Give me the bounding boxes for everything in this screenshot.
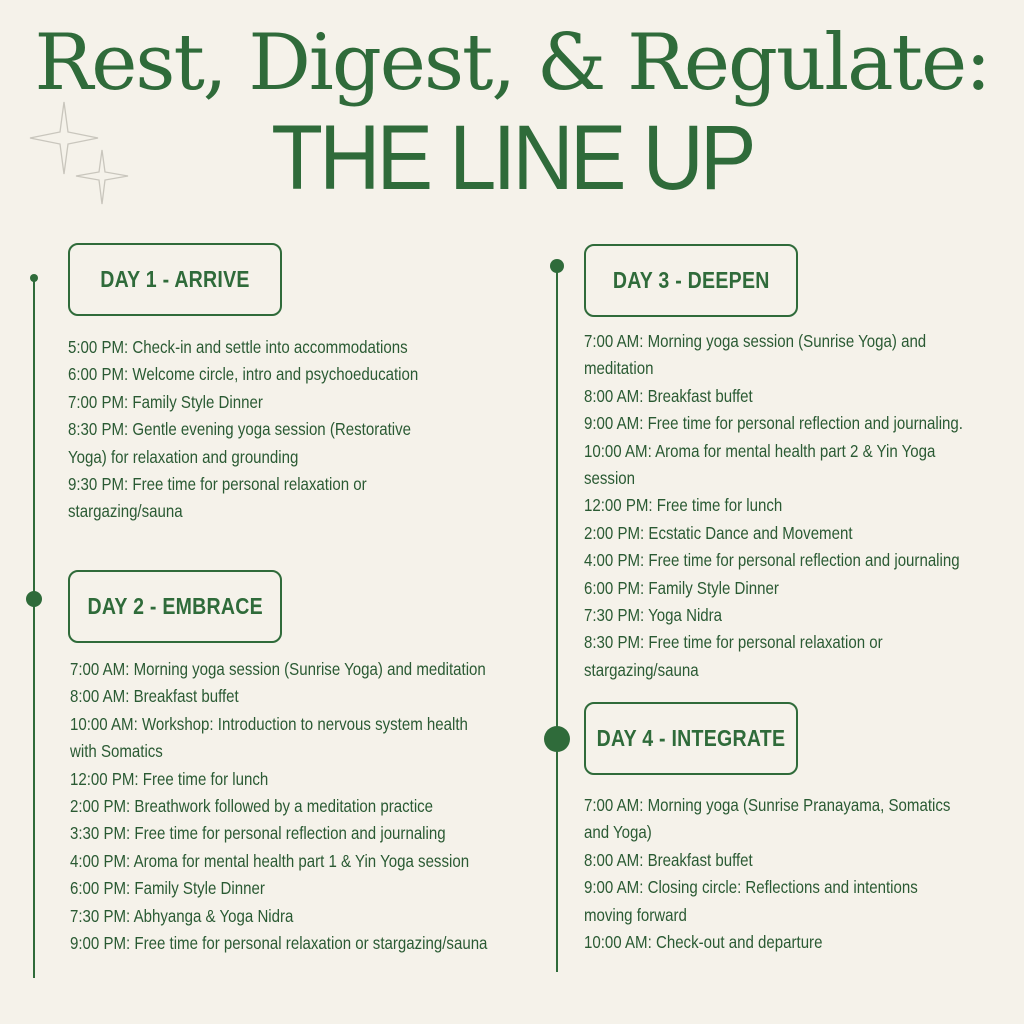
list-item: stargazing/sauna <box>584 659 699 680</box>
day-4-label: DAY 4 - INTEGRATE <box>596 725 786 751</box>
timeline-left-dot-start <box>30 274 38 282</box>
list-item: 2:00 PM: Breathwork followed by a meditation practice <box>70 796 434 817</box>
day-2-schedule <box>70 656 555 957</box>
list-item: stargazing/sauna <box>68 501 183 522</box>
list-item: Yoga) for relaxation and grounding <box>68 446 299 467</box>
list-item: 7:30 PM: Yoga Nidra <box>584 605 723 626</box>
list-item: 8:30 PM: Free time for personal relaxation or <box>584 632 883 653</box>
list-item: 7:00 AM: Morning yoga session (Sunrise Yoga) and <box>584 331 927 351</box>
list-item: 5:00 PM: Check-in and settle into accommodations <box>68 337 408 357</box>
list-item: 6:00 PM: Family Style Dinner <box>584 577 779 598</box>
list-item: 10:00 AM: Aroma for mental health part 2 & Yin Yoga <box>584 440 936 461</box>
list-item: 9:00 AM: Closing circle: Reflections and intentions <box>584 877 918 898</box>
list-item: 7:00 AM: Morning yoga (Sunrise Pranayama, Somatics <box>584 795 951 815</box>
list-item: 4:00 PM: Free time for personal reflection and journaling <box>584 550 960 571</box>
list-item: 9:00 PM: Free time for personal relaxation or stargazing/sauna <box>70 933 488 954</box>
timeline-right-line <box>556 266 558 972</box>
list-item: 7:00 AM: Morning yoga session (Sunrise Yoga) and meditation <box>70 659 486 679</box>
day-1-label: DAY 1 - ARRIVE <box>100 266 250 292</box>
list-item: 9:00 AM: Free time for personal reflection and journaling. <box>584 413 963 434</box>
day-4-schedule <box>584 792 1010 956</box>
list-item: 7:00 PM: Family Style Dinner <box>68 391 263 412</box>
list-item: 6:00 PM: Family Style Dinner <box>70 878 265 899</box>
list-item: moving forward <box>584 904 687 925</box>
list-item: 12:00 PM: Free time for lunch <box>70 768 269 789</box>
list-item: 8:00 AM: Breakfast buffet <box>584 385 753 406</box>
page-subtitle: THE LINE UP <box>271 107 753 209</box>
day-2-header <box>68 570 282 643</box>
list-item: 8:00 AM: Breakfast buffet <box>70 686 239 707</box>
list-item: 6:00 PM: Welcome circle, intro and psychoeducation <box>68 364 419 385</box>
timeline-left-line <box>33 278 35 978</box>
list-item: 8:00 AM: Breakfast buffet <box>584 849 753 870</box>
list-item: 4:00 PM: Aroma for mental health part 1 & Yin Yoga session <box>70 850 470 871</box>
list-item: 12:00 PM: Free time for lunch <box>584 495 783 516</box>
timeline-right-dot-day3 <box>550 259 564 273</box>
list-item: 10:00 AM: Check-out and departure <box>584 932 823 953</box>
list-item: 3:30 PM: Free time for personal reflection and journaling <box>70 823 446 844</box>
list-item: 9:30 PM: Free time for personal relaxation or <box>68 474 367 495</box>
list-item: 7:30 PM: Abhyanga & Yoga Nidra <box>70 905 294 926</box>
list-item: 10:00 AM: Workshop: Introduction to nervous system health <box>70 713 468 734</box>
list-item: meditation <box>584 358 654 379</box>
day-3-label: DAY 3 - DEEPEN <box>612 267 770 293</box>
day-3-schedule <box>584 328 1024 684</box>
day-1-schedule <box>68 334 475 526</box>
list-item: and Yoga) <box>584 822 652 843</box>
timeline-left-dot-day2 <box>26 591 42 607</box>
list-item: 2:00 PM: Ecstatic Dance and Movement <box>584 522 853 543</box>
list-item: 8:30 PM: Gentle evening yoga session (Restorative <box>68 419 411 440</box>
day-4-header <box>584 702 798 775</box>
list-item: with Somatics <box>70 741 163 762</box>
day-2-label: DAY 2 - EMBRACE <box>87 593 263 619</box>
page-title: Rest, Digest, & Regulate: <box>34 18 990 108</box>
day-1-header <box>68 243 282 316</box>
sparkle-icon <box>26 100 136 215</box>
day-3-header <box>584 244 798 317</box>
list-item: session <box>584 468 636 489</box>
